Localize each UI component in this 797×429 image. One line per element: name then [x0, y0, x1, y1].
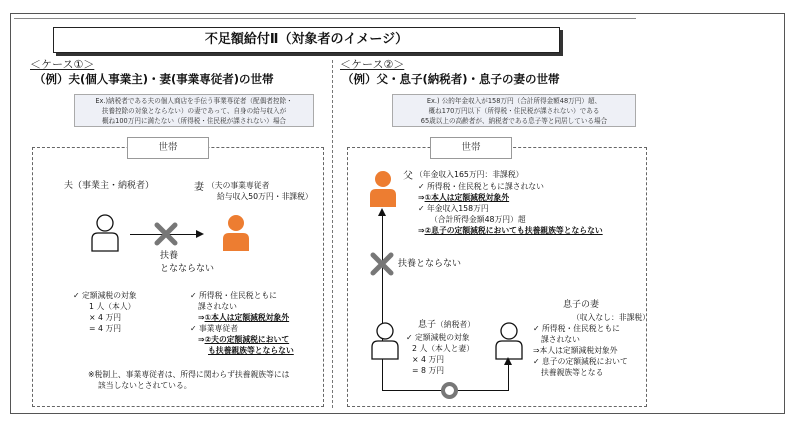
arrow-prefix: ⇒: [418, 226, 425, 235]
cross-icon: [370, 252, 394, 276]
case1-note-line: 扶養控除の対象とならない）の妻であって、自身の給与収入が: [101, 107, 287, 115]
arrow-prefix: ⇒: [418, 193, 425, 202]
footnote-line: 該当しないとされている。: [98, 381, 192, 390]
son-label: 息子: [418, 320, 437, 330]
son-desc: （納税者）: [436, 320, 475, 329]
son-wife-label: 息子の妻: [563, 300, 600, 310]
son-detail-line: 2 人（本人と妻）: [412, 344, 475, 353]
son-wife-detail-line: ✓ 所得税・住民税ともに: [533, 324, 620, 333]
case1-household-label: 世帯: [127, 137, 209, 159]
case-divider: [332, 60, 333, 408]
case2-arrow-head-icon: [378, 208, 387, 217]
cross-icon: [154, 222, 178, 246]
wife-detail-line: ✓ 所得税・住民税ともに: [190, 291, 277, 300]
case2-note: [392, 94, 636, 127]
wife-desc-line: （夫の事業専従者: [207, 181, 270, 190]
arrow-prefix: ⇒: [198, 313, 205, 322]
son-wife-person-icon: [494, 322, 524, 360]
son-wife-detail-line: 課されない: [541, 335, 580, 344]
wife-details: [190, 290, 294, 356]
wife-dependent-text: ②夫の定額減税において: [204, 335, 290, 344]
son-detail-line: × 4 万円: [412, 355, 445, 364]
husband-detail-line: = 4 万円: [89, 324, 122, 333]
wife-detail-line: 課されない: [198, 302, 237, 311]
page-title: 不足額給付Ⅱ（対象者のイメージ）: [53, 27, 560, 53]
case1-note-line: 概ね100万円に満たない（所得税・住民税が課されない）場合: [101, 117, 287, 125]
wife-desc-line: 給与収入50万円・非課税）: [217, 192, 313, 201]
husband-details: [73, 290, 137, 334]
case2-note-line: 65歳以上の高齢者が、納税者である息子等と同居している場合: [420, 117, 608, 125]
case2-note-line: Ex.) 公的年金収入が158万円（合計所得金額48万円）超、: [426, 97, 602, 105]
son-person-icon: [370, 322, 400, 360]
son-wife-detail-line: ⇒本人は定額減税対象外: [533, 346, 618, 355]
case2-note-line: 概ね170万円以下（所得税・住民税が課されない）である: [428, 107, 600, 115]
not-dependent-line: 扶養: [160, 251, 179, 261]
case2-vertical-line: [382, 214, 383, 390]
husband-detail-line: × 4 万円: [89, 313, 122, 322]
case1-not-dependent: [160, 250, 214, 276]
father-dependent-text: ②息子の定額減税においても扶養親族等とならない: [424, 226, 603, 235]
father-desc: （年金収入165万円：非課税）: [415, 170, 524, 179]
wife-desc: [207, 180, 313, 202]
wife-dependent-text: も扶養親族等とならない: [208, 346, 294, 355]
husband-detail-line: ✓ 定額減税の対象: [73, 291, 137, 300]
son-wife-detail-line: ✓ 息子の定額減税において: [533, 357, 628, 366]
son-wife-detail-line: 扶養親族等となる: [541, 368, 604, 377]
husband-detail-line: 1 人（本人）: [89, 302, 136, 311]
father-label: 父: [403, 171, 413, 182]
son-wife-desc: （収入なし：非課税）: [572, 313, 650, 322]
son-details: [406, 332, 474, 376]
wife-detail-line: ✓ 事業専従者: [190, 324, 238, 333]
father-exclusion-text: ①本人は定額減税対象外: [424, 193, 510, 202]
father-details: [418, 181, 603, 236]
father-detail-line: [418, 225, 603, 236]
husband-label: 夫（事業主・納税者）: [64, 181, 155, 191]
circle-icon: [440, 381, 459, 400]
case2-arrow-head-icon: [503, 357, 514, 366]
case1-note-line: Ex.)納税者である夫の個人商店を手伝う事業専従者（配偶者控除・: [95, 97, 293, 105]
top-rule: [14, 18, 636, 19]
case1-arrow-head-icon: [196, 230, 205, 239]
son-detail-line: ✓ 定額減税の対象: [406, 333, 470, 342]
father-detail-line: （合計所得金額48万円）超: [430, 215, 526, 224]
case2-not-dependent: 扶養とならない: [398, 259, 462, 269]
wife-detail-line: [190, 312, 294, 323]
son-label-row: [418, 319, 475, 331]
wife-detail-line: [190, 334, 294, 345]
son-detail-line: = 8 万円: [412, 366, 445, 375]
case1-footnote: [88, 369, 289, 391]
arrow-prefix: ⇒: [198, 335, 205, 344]
father-detail-line: [418, 192, 603, 203]
case2-wife-connector: [508, 362, 509, 391]
son-wife-details: [533, 323, 628, 378]
not-dependent-line: となならない: [160, 264, 215, 274]
case2-heading: （例）父・息子(納税者)・息子の妻の世帯: [342, 72, 560, 86]
footnote-line: ※税制上、事業専従者は、所得に関わらず扶養親族等には: [88, 370, 290, 379]
wife-exclusion-text: ①本人は定額減税対象外: [204, 313, 290, 322]
wife-person-icon: [221, 214, 251, 252]
wife-label: 妻: [194, 182, 204, 193]
case2-household-label: 世帯: [430, 137, 512, 159]
case1-heading: （例）夫(個人事業主)・妻(事業専従者)の世帯: [34, 72, 274, 86]
father-person-icon: [368, 170, 398, 208]
case2-label: ＜ケース②＞: [340, 58, 405, 71]
husband-person-icon: [90, 214, 120, 252]
case1-label: ＜ケース①＞: [30, 58, 95, 71]
father-detail-line: ✓ 年金収入158万円: [418, 204, 489, 213]
father-detail-line: ✓ 所得税・住民税ともに課されない: [418, 182, 544, 191]
case1-note: [74, 94, 314, 127]
